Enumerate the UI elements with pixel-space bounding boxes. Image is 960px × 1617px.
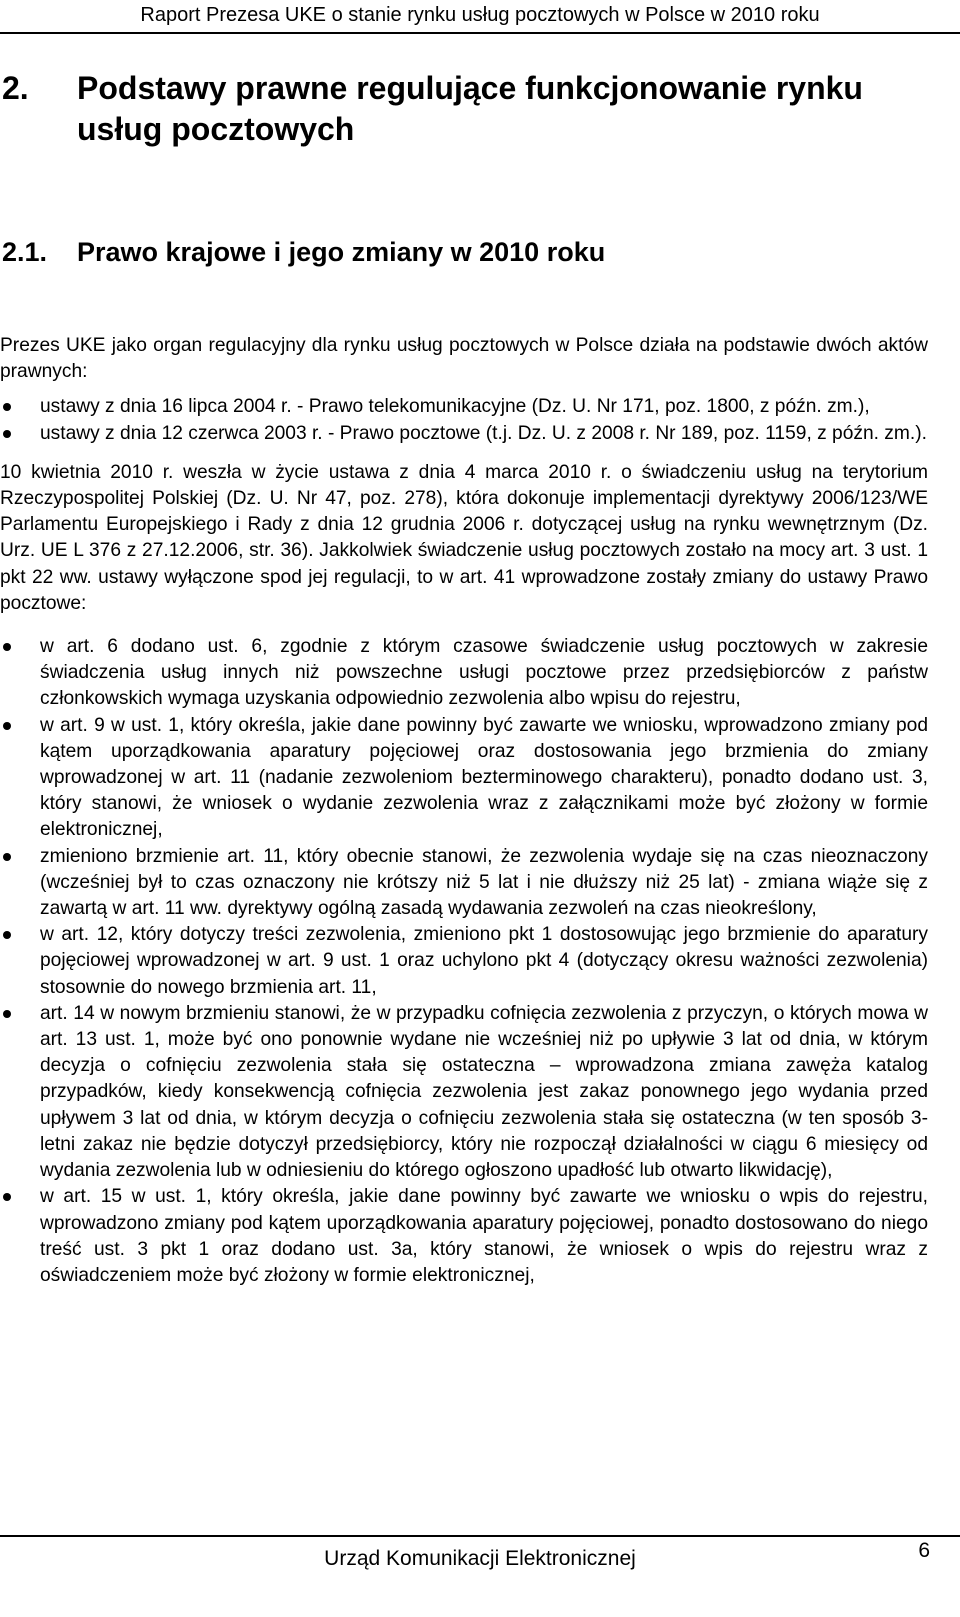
footer-divider (0, 1535, 960, 1537)
list-item-text: w art. 9 w ust. 1, który określa, jakie dane powinny być zawarte we wniosku, wprowadzono zmiany pod kątem uporządkowania aparatury pojęciowej oraz dostosowania jego brzmienia do zmiany wprowadzonej w art. 11 (nadanie zezwoleniom bezterminowego charakteru), ponadto dodano ust. 3, który stanowi, że wniosek o wydanie zezwolenia wraz z załącznikami może być złożony w formie elektronicznej, (40, 714, 928, 841)
footer-organization: Urząd Komunikacji Elektronicznej (324, 1547, 636, 1570)
list-item-text: w art. 15 w ust. 1, który określa, jakie dane powinny być zawarte we wniosku o wpis do rejestru, wprowadzono zmiany pod kątem uporządkowania aparatury pojęciowej, ponadto dostosowano do niego treść ust. 3 pkt 1 oraz dodano ust. 3a, który stanowi, że wniosek o wpis do rejestru wraz z oświadczeniem może być złożony w formie elektronicznej, (40, 1186, 928, 1286)
subsection-number: 2.1. (2, 237, 48, 267)
list-item (0, 421, 928, 447)
list-item-text: w art. 12, który dotyczy treści zezwolenia, zmieniono pkt 1 dostosowując jego brzmienie do aparatury pojęciowej wprowadzonej w art. 9 ust. 1 oraz uchylono pkt 4 (dotyczący okresu ważności zezwolenia) stosownie do nowego brzmienia art. 11, (40, 924, 928, 998)
list-item (0, 1184, 928, 1289)
bullet-icon (3, 1193, 11, 1201)
running-header: Raport Prezesa UKE o stanie rynku usług pocztowych w Polsce w 2010 roku (140, 4, 820, 26)
section-heading (2, 68, 942, 150)
subsection-title: Prawo krajowe i jego zmiany w 2010 roku (77, 237, 606, 267)
bullet-icon (3, 643, 11, 651)
list-item-text: ustawy z dnia 12 czerwca 2003 r. - Prawo pocztowe (t.j. Dz. U. z 2008 r. Nr 189, poz. 1159, z późn. zm.). (40, 422, 927, 444)
section-title-line1: Podstawy prawne regulujące funkcjonowanie rynku (77, 70, 863, 106)
list-item (0, 1001, 928, 1184)
bullet-icon (3, 1010, 11, 1018)
list-item (0, 922, 928, 1001)
list-item (0, 713, 928, 844)
bullet-icon (3, 931, 11, 939)
section-number: 2. (2, 70, 29, 106)
intro-paragraph: Prezes UKE jako organ regulacyjny dla rynku usług pocztowych w Polsce działa na podstawie dwóch aktów prawnych: (0, 335, 928, 383)
amendment-paragraph: 10 kwietnia 2010 r. weszła w życie ustawa z dnia 4 marca 2010 r. o świadczeniu usług na terytorium Rzeczypospolitej Polskiej (Dz. U. Nr 47, poz. 278), która dokonuje implementacji dyrektywy 2006/123/WE Parlamentu Europejskiego i Rady z dnia 12 grudnia 2006 r. dotyczącej usług na rynku wewnętrznym (Dz. Urz. UE L 376 z 27.12.2006, str. 36). Jakkolwiek świadczenie usług pocztowych zostało na mocy art. 3 ust. 1 pkt 22 ww. ustawy wyłączone spod jej regulacji, to w art. 41 wprowadzone zostały zmiany do ustawy Prawo pocztowe: (0, 461, 928, 614)
list-item-text: w art. 6 dodano ust. 6, zgodnie z którym czasowe świadczenie usług pocztowych w zakresie świadczenia usług innych niż powszechne usługi pocztowe przez przedsiębiorców z państw członkowskich wymaga uzyskania odpowiednio zezwolenia albo wpisu do rejestru, (40, 636, 928, 710)
section-title-line2: usług pocztowych (77, 111, 355, 147)
header-divider (0, 32, 960, 34)
page-number: 6 (918, 1539, 930, 1562)
bullet-icon (3, 430, 11, 438)
amendments-list (0, 634, 928, 1289)
bullet-icon (3, 722, 11, 730)
list-item-text: zmieniono brzmienie art. 11, który obecnie stanowi, że zezwolenia wydaje się na czas nieoznaczony (wcześniej był to czas oznaczony nie krótszy niż 5 lat i nie dłuższy niż 25 lat) - zmiana wiąże się z zawartą w art. 11 ww. dyrektywy ogólną zasadą wydawania zezwoleń na czas nieokreślony, (40, 845, 928, 920)
bullet-icon (3, 853, 11, 861)
subsection-heading (2, 234, 942, 270)
list-item (0, 634, 928, 713)
list-item-text: ustawy z dnia 16 lipca 2004 r. - Prawo telekomunikacyjne (Dz. U. Nr 171, poz. 1800, z późn. zm.), (40, 396, 870, 418)
legal-acts-list (0, 394, 928, 446)
list-item-text: art. 14 w nowym brzmieniu stanowi, że w przypadku cofnięcia zezwolenia z przyczyn, o których mowa w art. 13 ust. 1, może być ono ponownie wydane nie wcześniej niż po upływie 3 lat od dnia, w którym decyzja o cofnięciu zezwolenia stała się ostateczna – wprowadzona zmiana zawęża katalog przypadków, kiedy konsekwencją cofnięcia zezwolenia jest zakaz ponownego jego wydania przed upływem 3 lat od dnia, w którym decyzja o cofnięciu zezwolenia stała się ostateczna (w ten sposób 3-letni zakaz nie będzie dotyczył przedsiębiorcy, który nie rozpoczął działalności w ciągu 6 miesięcy od wydania zezwolenia lub w odniesieniu do którego ogłoszono upadłość lub otwarto likwidację), (40, 1002, 928, 1182)
list-item (0, 844, 928, 923)
list-item (0, 394, 928, 420)
body-text (0, 333, 928, 1289)
bullet-icon (3, 403, 11, 411)
